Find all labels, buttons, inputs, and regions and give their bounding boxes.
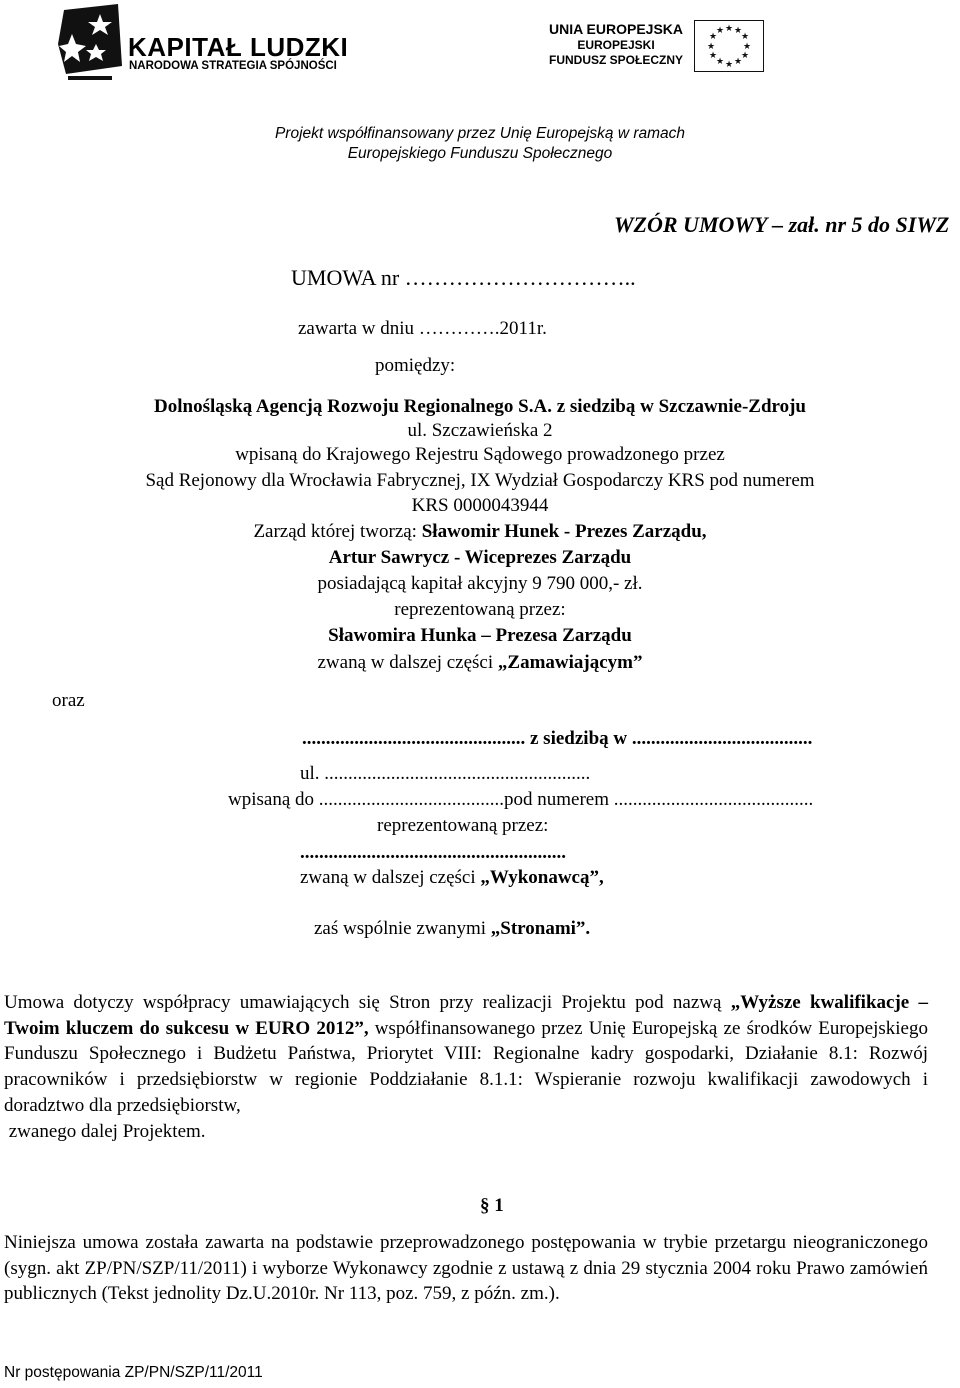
- kapital-ludzki-subtitle: NARODOWA STRATEGIA SPÓJNOŚCI: [129, 60, 337, 72]
- section-1-heading: § 1: [480, 1195, 504, 1216]
- party1-represented-label: reprezentowaną przez:: [394, 599, 566, 620]
- party1-board-vice: Artur Sawrycz - Wiceprezes Zarządu: [328, 547, 632, 568]
- party1-street: ul. Szczawieńska 2: [407, 420, 553, 441]
- svg-text:★: ★: [733, 26, 743, 36]
- kapital-ludzki-emblem-icon: [56, 4, 126, 86]
- svg-text:★: ★: [708, 51, 718, 61]
- party2-representative-dots: ........................................................: [300, 842, 566, 863]
- svg-text:★: ★: [706, 42, 716, 52]
- eu-flag-icon: [694, 20, 764, 72]
- called-prefix-2: zwaną w dalszej części: [300, 867, 481, 888]
- agreement-number: UMOWA nr …………………………..: [291, 265, 636, 290]
- party1-name: Dolnośląską Agencją Rozwoju Regionalnego S.A. z siedzibą w Szczawnie-Zdroju: [154, 396, 806, 417]
- svg-text:★: ★: [740, 51, 750, 61]
- eu-fund-logo-text: [546, 20, 686, 68]
- svg-text:★: ★: [708, 32, 718, 42]
- purpose-text-2: współfinansowanego przez Unię Europejską ze środków Europejskiego Funduszu Społecznego i Budżetu Państwa, Priorytet VIII: Regionalne kadry gospodarki, Działanie 8.1: Rozwój pracowników i przedsiębiorstw w regionie Poddziałanie 8.1.1: Wspieranie rozwoju kwalifikacji zawodowych i doradztwo dla przedsiębiorstw,: [4, 1017, 928, 1116]
- svg-text:★: ★: [724, 60, 734, 70]
- board-prefix: Zarząd której tworzą:: [253, 521, 422, 542]
- party1-called: [0, 652, 960, 674]
- party1-capital: posiadającą kapitał akcyjny 9 790 000,- zł.: [317, 573, 643, 594]
- parties-name: „Stronami”.: [490, 918, 591, 939]
- kapital-ludzki-title: KAPITAŁ LUDZKI: [128, 32, 349, 62]
- called-zamawiajacy: „Zamawiającym”: [497, 652, 643, 673]
- party2-represented-label: reprezentowaną przez:: [377, 815, 549, 836]
- party2-street: ul. ........................................................: [300, 763, 591, 784]
- ue-line1: UNIA EUROPEJSKA: [548, 21, 684, 37]
- procedure-number-footer: Nr postępowania ZP/PN/SZP/11/2011: [4, 1364, 263, 1381]
- party1-board: [0, 521, 960, 543]
- project-line-1: Projekt współfinansowany przez Unię Europejską w ramach: [274, 125, 686, 142]
- party2-seat: ............................................... z siedzibą w ......................................: [302, 728, 813, 749]
- parties-jointly: [314, 918, 590, 940]
- ue-line2: EUROPEJSKI: [577, 38, 655, 52]
- concluded-date: zawarta w dniu ………….2011r.: [298, 318, 547, 339]
- purpose-text-3: zwanego dalej Projektem.: [8, 1120, 206, 1142]
- and-label: oraz: [52, 690, 85, 711]
- project-name: „Wyższe kwalifikacje – Twoim kluczem do sukcesu w EURO 2012”,: [4, 992, 928, 1039]
- svg-text:★: ★: [715, 57, 725, 67]
- party1-court: Sąd Rejonowy dla Wrocławia Fabrycznej, IX Wydział Gospodarczy KRS pod numerem: [145, 470, 815, 491]
- called-wykonawca: „Wykonawcą”,: [480, 867, 604, 888]
- called-prefix: zwaną w dalszej części: [317, 652, 498, 673]
- ue-line3: FUNDUSZ SPOŁECZNY: [548, 53, 683, 67]
- template-title: WZÓR UMOWY – zał. nr 5 do SIWZ: [614, 212, 950, 237]
- svg-text:★: ★: [740, 32, 750, 42]
- svg-text:★: ★: [742, 42, 752, 52]
- party1-krs: KRS 0000043944: [411, 495, 549, 516]
- party2-register: wpisaną do .......................................pod numerem ..........................................: [228, 789, 814, 810]
- svg-text:★: ★: [715, 26, 725, 36]
- party1-register: wpisaną do Krajowego Rejestru Sądowego prowadzonego przez: [235, 444, 725, 465]
- svg-text:★: ★: [733, 57, 743, 67]
- section-1-paragraph: Niniejsza umowa została zawarta na podstawie przeprowadzonego postępowania w trybie przetargu nieograniczonego (sygn. akt ZP/PN/SZP/11/2011) i wyborze Wykonawcy zgodnie z ustawą z dnia 29 stycznia 2004 roku Prawo zamówień publicznych (Tekst jednolity Dz.U.2010r. Nr 113, poz. 759, z późn. zm.).: [4, 1232, 928, 1305]
- party2-called: [300, 867, 604, 889]
- purpose-text-1: Umowa dotyczy współpracy umawiających się Stron przy realizacji Projektu pod nazwą: [4, 992, 731, 1013]
- parties-prefix: zaś wspólnie zwanymi: [314, 918, 491, 939]
- agreement-purpose-paragraph: [4, 990, 928, 1144]
- svg-text:★: ★: [724, 24, 734, 34]
- party1-representative: Sławomira Hunka – Prezesa Zarządu: [328, 625, 632, 646]
- project-line-2: Europejskiego Funduszu Społecznego: [347, 145, 613, 162]
- between-label: pomiędzy:: [375, 355, 456, 376]
- board-president: Sławomir Hunek - Prezes Zarządu,: [421, 521, 707, 542]
